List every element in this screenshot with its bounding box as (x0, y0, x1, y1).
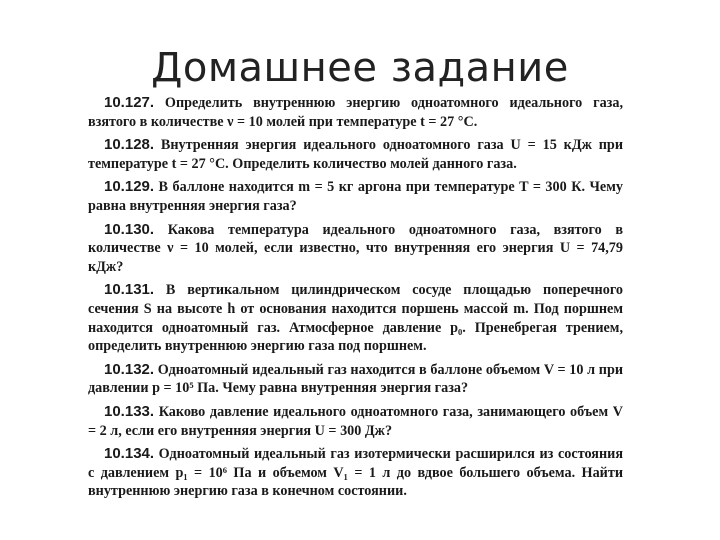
problem-number: 10.128. (104, 136, 155, 154)
problem-item (88, 361, 623, 398)
problem-number: 10.129. (104, 178, 155, 196)
problem-item (88, 94, 623, 131)
problem-item (88, 221, 623, 277)
problem-number: 10.131. (104, 281, 155, 299)
problem-text: Какова температура идеального одноатомного газа, взятого в количестве ν = 10 молей, если известно, что внутренняя его энергия U = 74,79 кДж? (88, 221, 623, 275)
problem-number: 10.134. (104, 445, 155, 463)
problem-item (88, 403, 623, 440)
problem-number: 10.133. (104, 402, 155, 420)
page-title: Домашнее задание (151, 45, 569, 91)
problem-text: Определить внутреннюю энергию одноатомного идеального газа, взятого в количестве ν = 10 молей при температуре t = 27 °С. (88, 95, 623, 130)
problem-number: 10.130. (104, 220, 155, 238)
problem-item (88, 178, 623, 215)
problem-item (88, 136, 623, 173)
problem-number: 10.127. (104, 94, 155, 111)
problem-number: 10.132. (104, 360, 155, 378)
problem-text: В баллоне находится m = 5 кг аргона при температуре T = 300 К. Чему равна внутренняя энергия газа? (88, 179, 623, 214)
problem-text: Одноатомный идеальный газ изотермически расширился из состояния с давлением p₁ = 10⁶ Па и объемом V₁ = 1 л до вдвое большего объема. Найти внутреннюю энергию газа в конечном состоянии. (88, 446, 623, 500)
problem-text: Одноатомный идеальный газ находится в баллоне объемом V = 10 л при давлении p = 10⁵ Па. Чему равна внутренняя энергия газа? (88, 361, 624, 397)
problem-list (88, 94, 623, 506)
problem-text: Каково давление идеального одноатомного газа, занимающего объем V = 2 л, если его внутренняя энергия U = 300 Дж? (88, 403, 623, 439)
problem-item (88, 445, 623, 501)
problem-item (88, 281, 623, 355)
problem-text: Внутренняя энергия идеального одноатомного газа U = 15 кДж при температуре t = 27 °С. Определить количество молей данного газа. (88, 137, 623, 172)
problem-text: В вертикальном цилиндрическом сосуде площадью поперечного сечения S на высоте h от основания находится поршень массой m. Под поршнем находится одноатомный газ. Атмосферное давление p₀. Пренебрегая трением, определить внутреннюю энергию газа под поршнем. (88, 282, 624, 355)
